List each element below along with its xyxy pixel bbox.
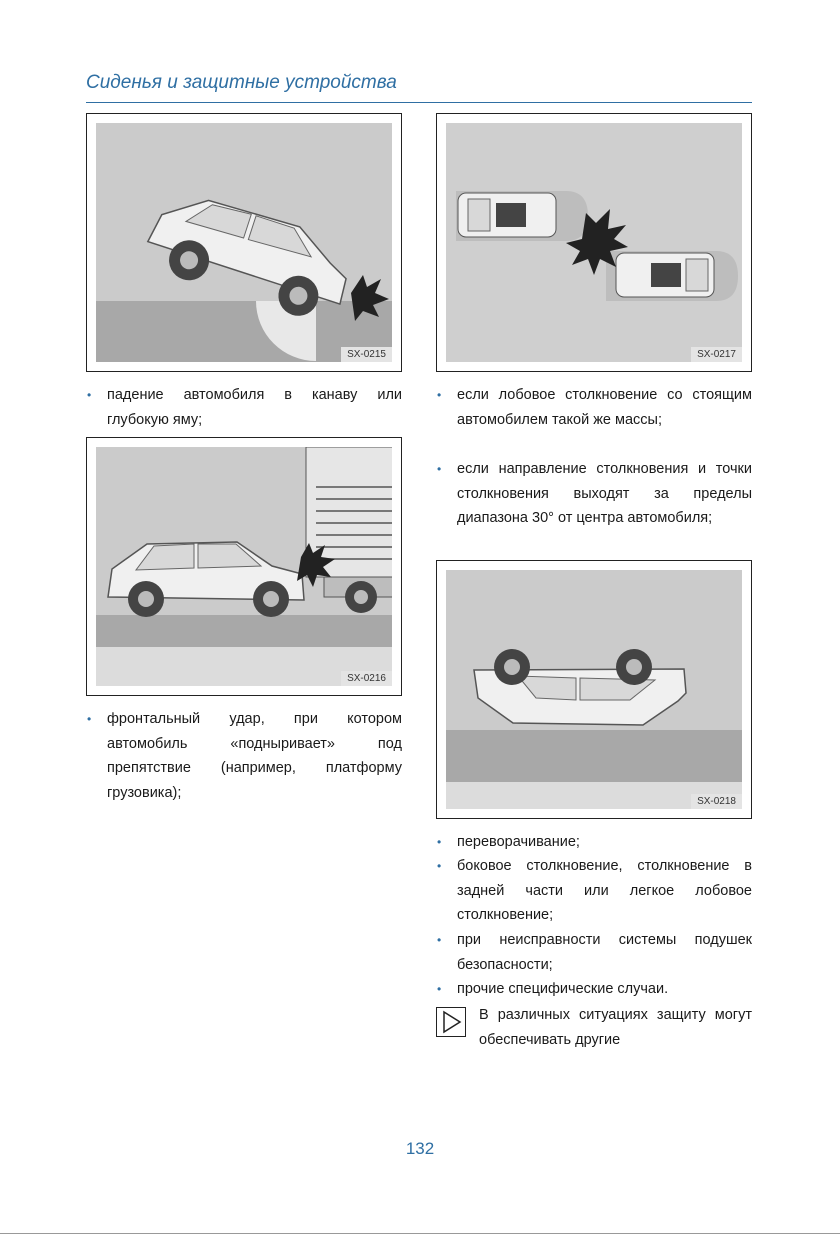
figure-ditch <box>86 113 402 372</box>
page-header <box>86 70 752 103</box>
bullet-icon: • <box>437 982 442 996</box>
list-item <box>87 707 402 805</box>
list-item-text: если лобовое столкновение со стоящим автомобилем такой же массы; <box>457 387 752 428</box>
list-item <box>437 383 752 432</box>
list-item-text: падение автомобиля в канаву или глубокую яму; <box>107 387 402 428</box>
figure-scene <box>446 570 742 809</box>
list-item-text: боковое столкновение, столкновение в задней части или легкое лобовое столкновение; <box>457 858 752 923</box>
list-item <box>437 854 752 928</box>
bullet-icon: • <box>437 835 442 849</box>
list-item-text: переворачивание; <box>457 834 580 850</box>
bullet-icon: • <box>437 933 442 947</box>
list-item-text: прочие специфические случаи. <box>457 981 669 997</box>
bullet-icon: • <box>87 712 92 726</box>
note-text: В различных ситуациях защиту могут обеспечивать другие <box>479 1007 752 1048</box>
section-title: Сиденья и защитные устройства <box>86 72 397 93</box>
page-bottom-rule <box>0 1233 840 1234</box>
figure-code: SX-0218 <box>691 794 742 809</box>
figure-scene <box>96 123 392 362</box>
note-block <box>436 1003 752 1052</box>
list-item <box>87 383 402 432</box>
list-item-text: фронтальный удар, при котором автомобиль «подныривает» под препятствие (например, платформу грузовика); <box>107 711 402 801</box>
car-offset-collision-illustration <box>446 123 742 362</box>
bullet-icon: • <box>437 462 442 476</box>
figure-code: SX-0217 <box>691 347 742 362</box>
page-number: 132 <box>405 1139 435 1158</box>
bullet-icon: • <box>437 859 442 873</box>
figure-underride <box>86 437 402 696</box>
car-underride-truck-illustration <box>96 447 392 686</box>
car-falling-into-ditch-illustration <box>96 123 392 362</box>
figure-rollover <box>436 560 752 819</box>
list-item <box>437 977 752 1002</box>
figure-code: SX-0215 <box>341 347 392 362</box>
list-item <box>437 457 752 531</box>
figure-scene <box>446 123 742 362</box>
bullet-icon: • <box>437 388 442 402</box>
figure-offset-collision <box>436 113 752 372</box>
list-item <box>437 830 752 855</box>
list-item-text: при неисправности системы подушек безопасности; <box>457 932 752 973</box>
bullet-icon: • <box>87 388 92 402</box>
figure-code: SX-0216 <box>341 671 392 686</box>
figure-scene <box>96 447 392 686</box>
list-item-text: если направление столкновения и точки столкновения выходят за пределы диапазона 30° от центра автомобиля; <box>457 461 752 526</box>
list-item <box>437 928 752 977</box>
car-rollover-illustration <box>446 570 742 809</box>
note-triangle-icon <box>436 1007 466 1037</box>
